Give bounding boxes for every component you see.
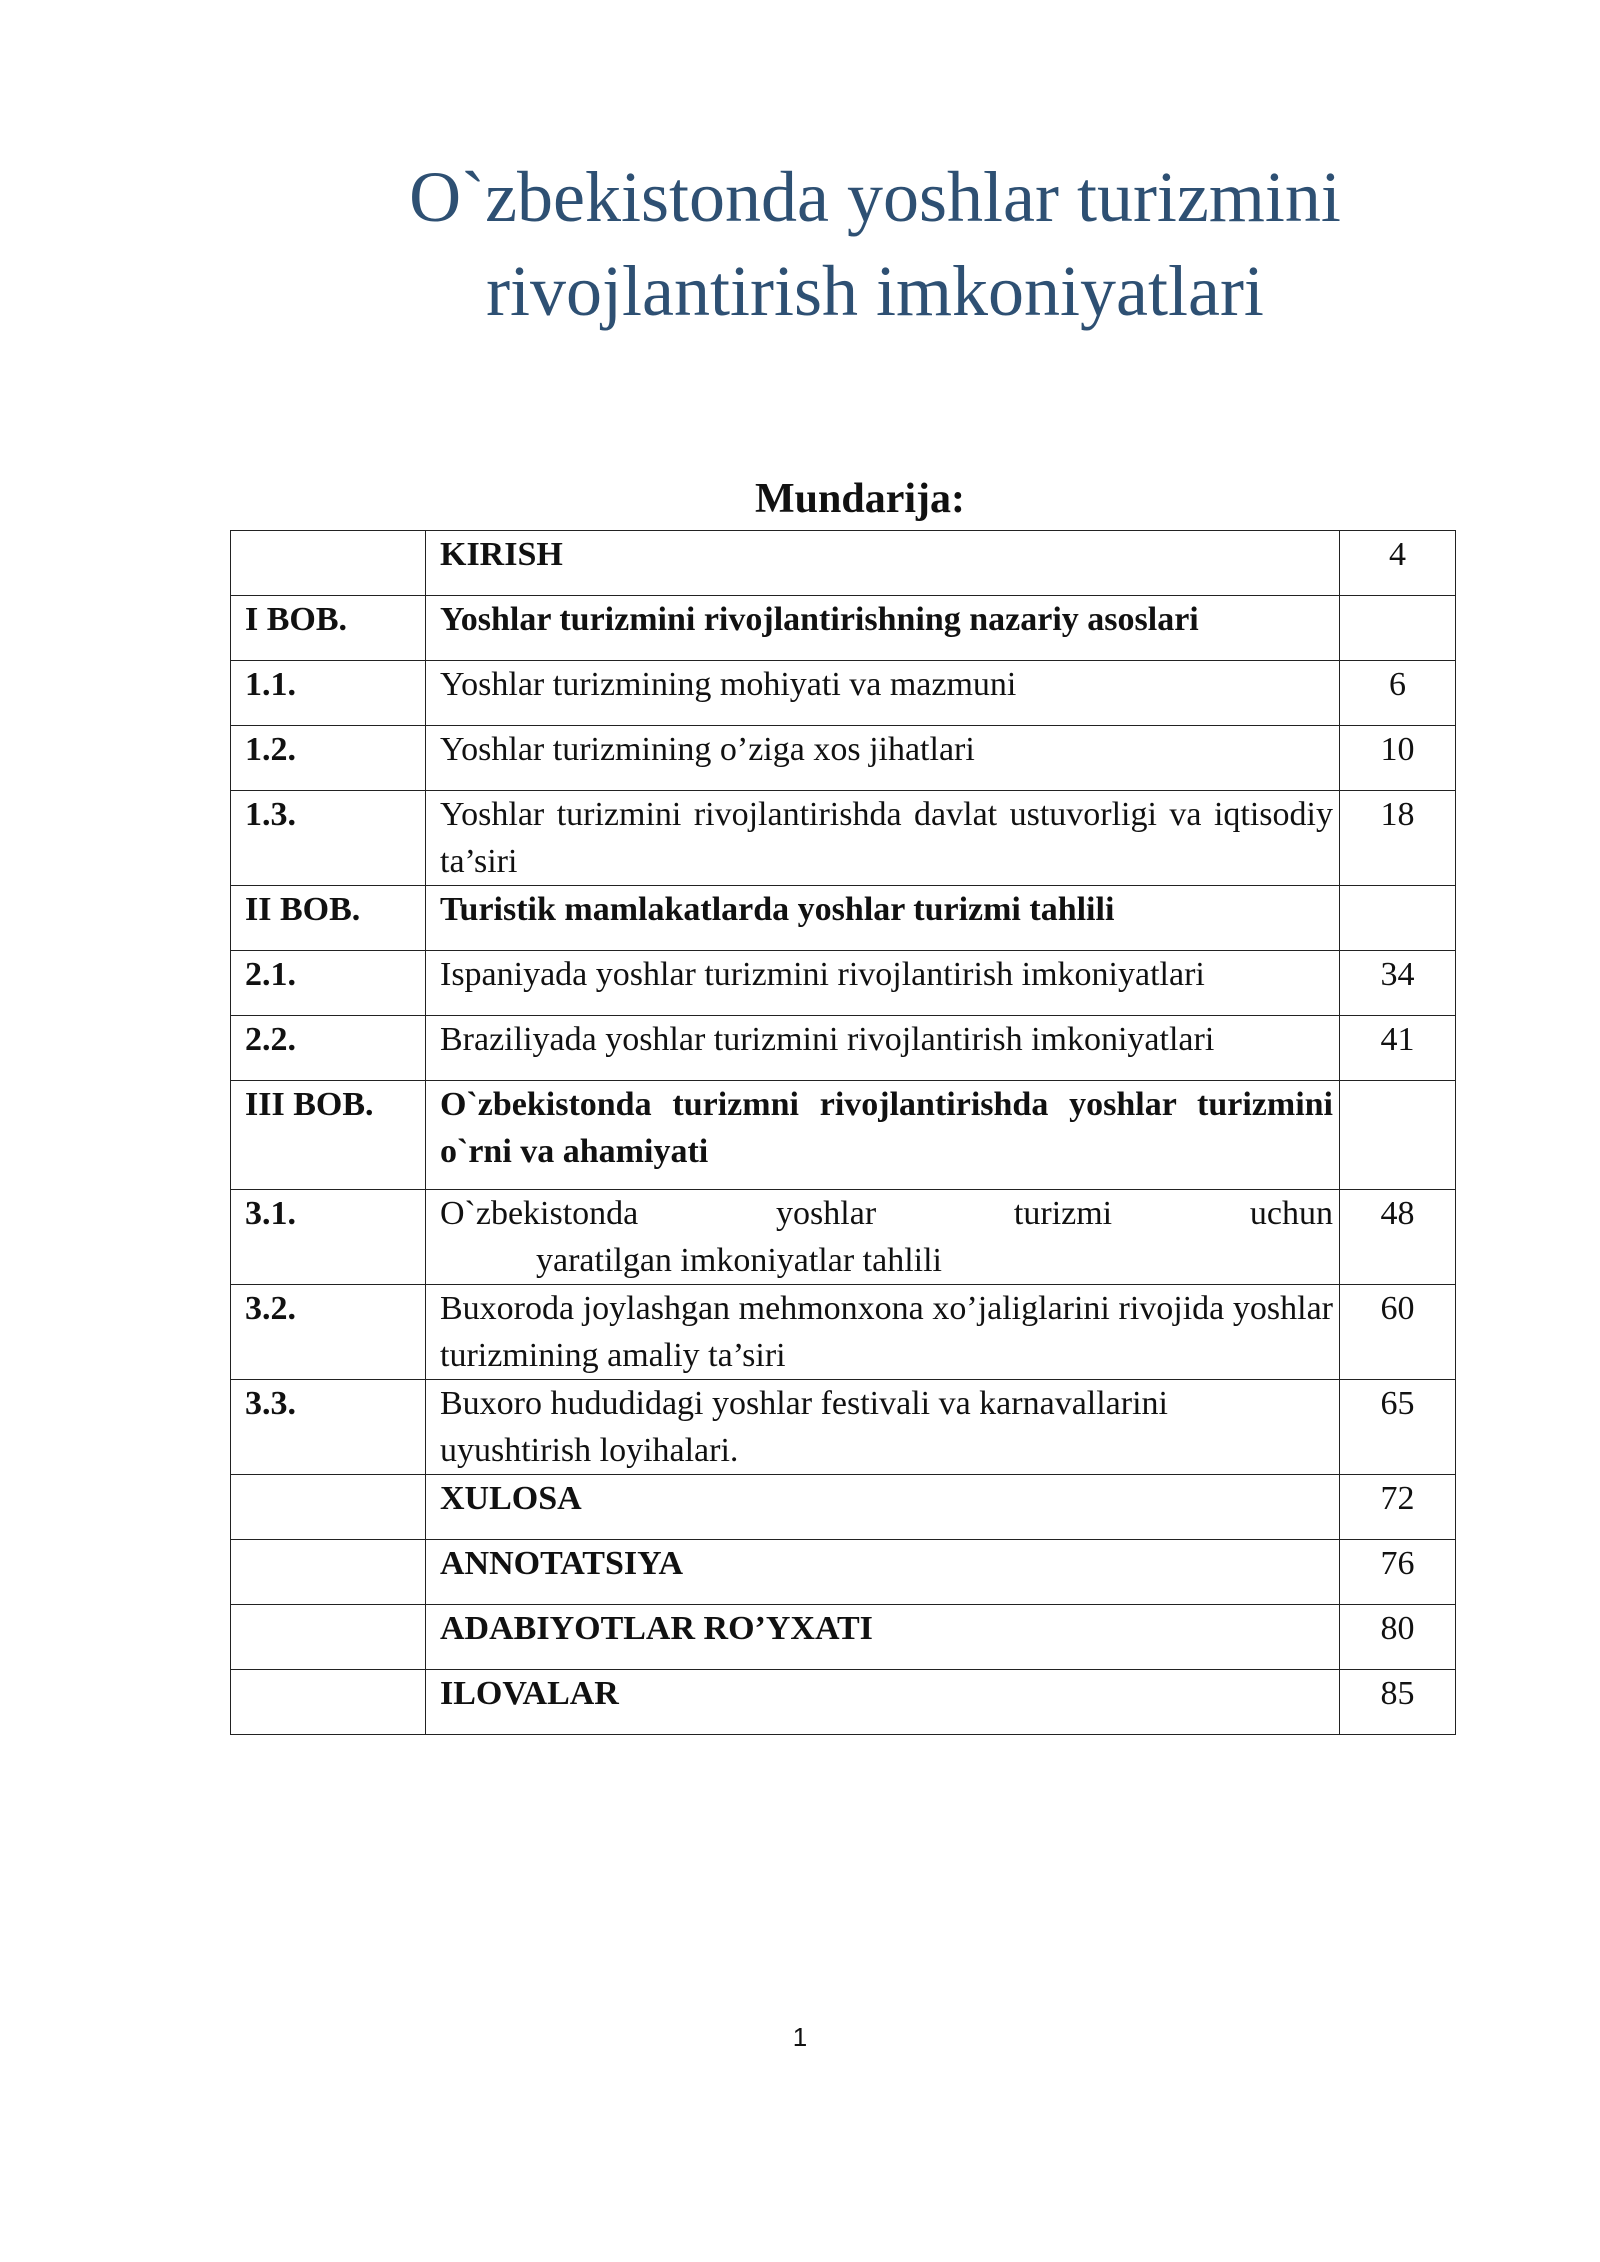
toc-row-1-2	[231, 726, 1456, 791]
toc-row-number: 1.2.	[231, 726, 426, 791]
toc-row-number	[231, 1475, 426, 1540]
document-title-line-1: O`zbekistonda yoshlar turizmini	[409, 157, 1341, 237]
toc-row-title-line-1: O`zbekistonda yoshlar turizmi uchun	[440, 1195, 1333, 1232]
toc-row-3-2	[231, 1285, 1456, 1380]
toc-row-adabiyotlar	[231, 1605, 1456, 1670]
toc-row-2-1	[231, 951, 1456, 1016]
toc-row-title: Buxoroda joylashgan mehmonxona xo’jaliglarini rivojida yoshlar turizmining amaliy ta’siri	[426, 1285, 1340, 1380]
toc-row-title: ILOVALAR	[426, 1670, 1340, 1735]
toc-row-page: 65	[1340, 1380, 1456, 1475]
toc-row-title: Ispaniyada yoshlar turizmini rivojlantirish imkoniyatlari	[426, 951, 1340, 1016]
toc-row-number	[231, 1540, 426, 1605]
table-of-contents	[230, 530, 1456, 1735]
document-title	[350, 150, 1400, 338]
toc-row-page: 48	[1340, 1190, 1456, 1285]
toc-row-title: XULOSA	[426, 1475, 1340, 1540]
toc-row-number: 3.1.	[231, 1190, 426, 1285]
toc-row-title: O`zbekistonda turizmni rivojlantirishda yoshlar turizmini o`rni va ahamiyati	[426, 1081, 1340, 1190]
toc-row-number: II BOB.	[231, 886, 426, 951]
toc-row-page: 72	[1340, 1475, 1456, 1540]
toc-row-page: 60	[1340, 1285, 1456, 1380]
toc-row-title	[426, 1380, 1340, 1475]
toc-row-title: Yoshlar turizmining o’ziga xos jihatlari	[426, 726, 1340, 791]
toc-row-title: ADABIYOTLAR RO’YXATI	[426, 1605, 1340, 1670]
toc-row-number: 1.3.	[231, 791, 426, 886]
toc-row-page: 4	[1340, 531, 1456, 596]
toc-row-page	[1340, 1081, 1456, 1190]
toc-row-page	[1340, 886, 1456, 951]
toc-row-chapter-3	[231, 1081, 1456, 1190]
toc-row-title: Turistik mamlakatlarda yoshlar turizmi tahlili	[426, 886, 1340, 951]
toc-row-ilovalar	[231, 1670, 1456, 1735]
toc-row-page	[1340, 596, 1456, 661]
toc-row-title: KIRISH	[426, 531, 1340, 596]
toc-row-1-1	[231, 661, 1456, 726]
toc-row-kirish	[231, 531, 1456, 596]
toc-row-3-1	[231, 1190, 1456, 1285]
toc-heading: Mundarija:	[755, 476, 965, 522]
toc-row-title: Yoshlar turizmini rivojlantirishda davlat ustuvorligi va iqtisodiy ta’siri	[426, 791, 1340, 886]
toc-row-page: 6	[1340, 661, 1456, 726]
toc-row-xulosa	[231, 1475, 1456, 1540]
toc-row-chapter-2	[231, 886, 1456, 951]
toc-row-chapter-1	[231, 596, 1456, 661]
toc-row-number: 3.2.	[231, 1285, 426, 1380]
toc-row-1-3	[231, 791, 1456, 886]
toc-row-annotatsiya	[231, 1540, 1456, 1605]
toc-row-number: 2.1.	[231, 951, 426, 1016]
toc-row-title: Yoshlar turizmini rivojlantirishning nazariy asoslari	[426, 596, 1340, 661]
toc-row-number: 2.2.	[231, 1016, 426, 1081]
toc-row-number: III BOB.	[231, 1081, 426, 1190]
toc-row-page: 34	[1340, 951, 1456, 1016]
toc-row-2-2	[231, 1016, 1456, 1081]
toc-row-number: 3.3.	[231, 1380, 426, 1475]
page-number: 1	[792, 2022, 808, 2052]
toc-row-title	[426, 1190, 1340, 1285]
toc-row-number: I BOB.	[231, 596, 426, 661]
toc-row-page: 85	[1340, 1670, 1456, 1735]
toc-row-number	[231, 531, 426, 596]
toc-row-title-line-2: uyushtirish loyihalari.	[440, 1432, 739, 1469]
toc-row-title-line-1: Buxoro hududidagi yoshlar festivali va karnavallarini	[440, 1385, 1168, 1422]
toc-row-title-line-2: yaratilgan imkoniyatlar tahlili	[536, 1242, 942, 1279]
toc-row-number	[231, 1605, 426, 1670]
toc-row-page: 76	[1340, 1540, 1456, 1605]
toc-row-title: Yoshlar turizmining mohiyati va mazmuni	[426, 661, 1340, 726]
toc-row-3-3	[231, 1380, 1456, 1475]
toc-row-number	[231, 1670, 426, 1735]
document-title-line-2: rivojlantirish imkoniyatlari	[486, 251, 1264, 331]
toc-row-page: 10	[1340, 726, 1456, 791]
toc-row-page: 41	[1340, 1016, 1456, 1081]
toc-row-page: 18	[1340, 791, 1456, 886]
toc-row-title: Braziliyada yoshlar turizmini rivojlantirish imkoniyatlari	[426, 1016, 1340, 1081]
toc-row-number: 1.1.	[231, 661, 426, 726]
toc-row-title: ANNOTATSIYA	[426, 1540, 1340, 1605]
toc-row-page: 80	[1340, 1605, 1456, 1670]
